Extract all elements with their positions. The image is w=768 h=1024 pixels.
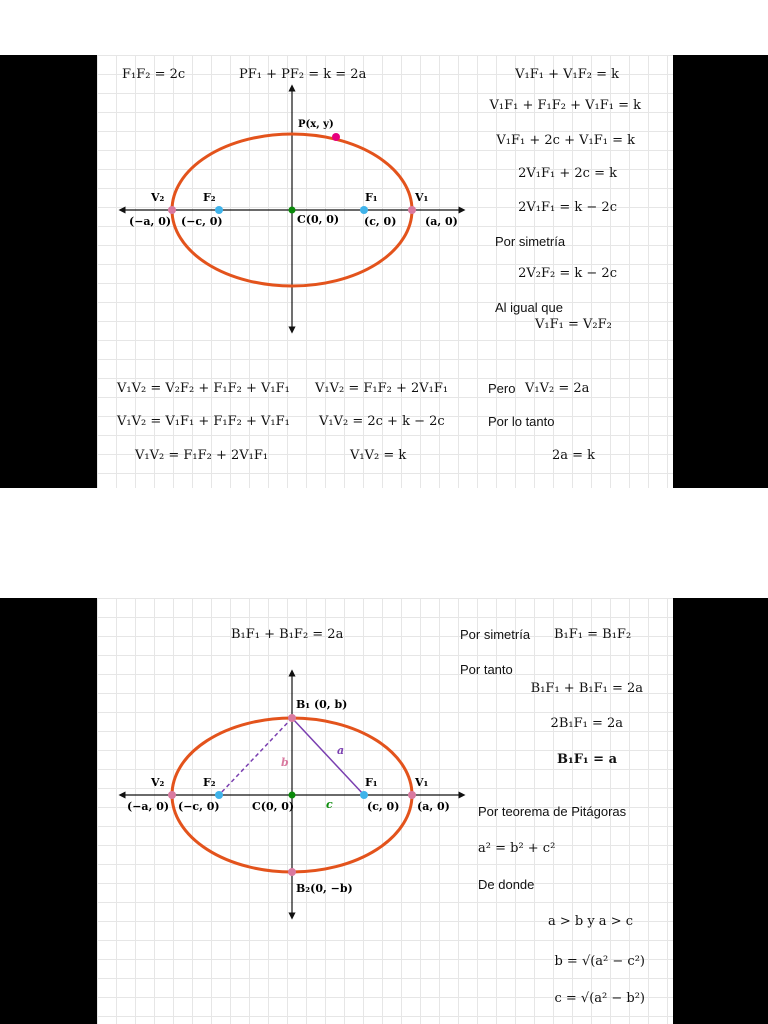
eq-definition: PF₁ + PF₂ = k = 2a bbox=[239, 67, 367, 82]
point-P bbox=[332, 133, 340, 141]
eq-step-1: B₁F₁ + B₁F₁ = 2a bbox=[530, 681, 643, 696]
eq-al-igual: V₁F₁ = V₂F₂ bbox=[535, 317, 612, 332]
bottom-eq-col1-3: V₁V₂ = F₁F₂ + 2V₁F₁ bbox=[135, 448, 269, 463]
eq-step-3: B₁F₁ = a bbox=[557, 752, 617, 767]
eq-pitagoras: a² = b² + c² bbox=[478, 841, 556, 856]
focus-F2 bbox=[215, 206, 223, 214]
label-neg-a: (−a, 0) bbox=[129, 215, 172, 228]
bottom-eq-col1-2: V₁V₂ = V₁F₁ + F₁F₂ + V₁F₁ bbox=[117, 414, 290, 429]
covertex-B2 bbox=[288, 868, 296, 876]
text-por-tanto: Por tanto bbox=[460, 662, 513, 677]
eq-step-2: 2B₁F₁ = 2a bbox=[550, 716, 623, 731]
eq-right-1: V₁F₁ + V₁F₂ = k bbox=[515, 67, 619, 82]
label-center: C(0, 0) bbox=[297, 213, 340, 226]
text-por-lo-tanto: Por lo tanto bbox=[488, 414, 555, 429]
label-B1: B₁ (0, b) bbox=[296, 698, 348, 711]
label-V2: V₂ bbox=[151, 191, 165, 204]
label-a: (a, 0) bbox=[425, 215, 458, 228]
label-seg-b: b bbox=[281, 756, 289, 769]
bottom-eq-col2-2: V₁V₂ = 2c + k − 2c bbox=[319, 414, 445, 429]
slide-1 bbox=[0, 55, 768, 488]
label-neg-c: (−c, 0) bbox=[181, 215, 223, 228]
vertex-V1 bbox=[408, 791, 416, 799]
label-F1: F₁ bbox=[365, 191, 378, 204]
bottom-eq-col2-3: V₁V₂ = k bbox=[350, 448, 407, 463]
label-seg-c: c bbox=[326, 798, 333, 811]
slide-2-notes bbox=[97, 598, 673, 1024]
covertex-B1 bbox=[288, 714, 296, 722]
label-c-pt: (c, 0) bbox=[367, 800, 400, 813]
focus-F2 bbox=[215, 791, 223, 799]
text-al-igual-que: Al igual que bbox=[495, 300, 563, 315]
vertex-V1 bbox=[408, 206, 416, 214]
slide-2 bbox=[0, 598, 768, 1024]
label-V1: V₁ bbox=[415, 191, 429, 204]
label-neg-c: (−c, 0) bbox=[178, 800, 220, 813]
eq-b1-sum: B₁F₁ + B₁F₂ = 2a bbox=[231, 627, 344, 642]
focus-F1 bbox=[360, 206, 368, 214]
bottom-eq-col1-1: V₁V₂ = V₂F₂ + F₁F₂ + V₁F₁ bbox=[117, 381, 290, 396]
label-c: (c, 0) bbox=[364, 215, 397, 228]
slide-1-notes bbox=[97, 55, 673, 488]
focus-F1 bbox=[360, 791, 368, 799]
label-seg-a: a bbox=[337, 744, 345, 757]
label-V2: V₂ bbox=[151, 776, 165, 789]
text-por-simetria: Por simetría bbox=[460, 627, 531, 642]
eq-b1-sym: B₁F₁ = B₁F₂ bbox=[554, 627, 632, 642]
eq-focal-distance: F₁F₂ = 2c bbox=[122, 67, 186, 82]
text-pero: Pero bbox=[488, 381, 516, 396]
label-B2: B₂(0, −b) bbox=[296, 882, 353, 895]
vertex-V2 bbox=[168, 791, 176, 799]
label-P: P(x, y) bbox=[298, 119, 334, 130]
label-a-pt: (a, 0) bbox=[417, 800, 450, 813]
eq-c: c = √(a² − b²) bbox=[554, 991, 645, 1006]
label-neg-a: (−a, 0) bbox=[127, 800, 170, 813]
bottom-eq-col2-1: V₁V₂ = F₁F₂ + 2V₁F₁ bbox=[315, 381, 449, 396]
eq-right-5: 2V₁F₁ = k − 2c bbox=[518, 200, 617, 215]
eq-b: b = √(a² − c²) bbox=[554, 954, 645, 969]
label-F1: F₁ bbox=[365, 776, 378, 789]
label-F2: F₂ bbox=[203, 776, 216, 789]
text-por-simetria: Por simetría bbox=[495, 234, 566, 249]
eq-right-2: V₁F₁ + F₁F₂ + V₁F₁ = k bbox=[489, 98, 641, 113]
center-C bbox=[289, 207, 296, 214]
eq-pero: V₁V₂ = 2a bbox=[525, 381, 590, 396]
vertex-V2 bbox=[168, 206, 176, 214]
label-center: C(0, 0) bbox=[252, 800, 295, 813]
eq-right-4: 2V₁F₁ + 2c = k bbox=[518, 166, 617, 181]
label-F2: F₂ bbox=[203, 191, 216, 204]
eq-symmetry: 2V₂F₂ = k − 2c bbox=[518, 266, 617, 281]
eq-right-3: V₁F₁ + 2c + V₁F₁ = k bbox=[496, 133, 635, 148]
label-V1: V₁ bbox=[415, 776, 429, 789]
center-C bbox=[289, 792, 296, 799]
text-pitagoras: Por teorema de Pitágoras bbox=[478, 804, 627, 819]
text-de-donde: De donde bbox=[478, 877, 535, 892]
eq-inequality: a > b y a > c bbox=[547, 914, 633, 929]
eq-final: 2a = k bbox=[552, 448, 596, 463]
